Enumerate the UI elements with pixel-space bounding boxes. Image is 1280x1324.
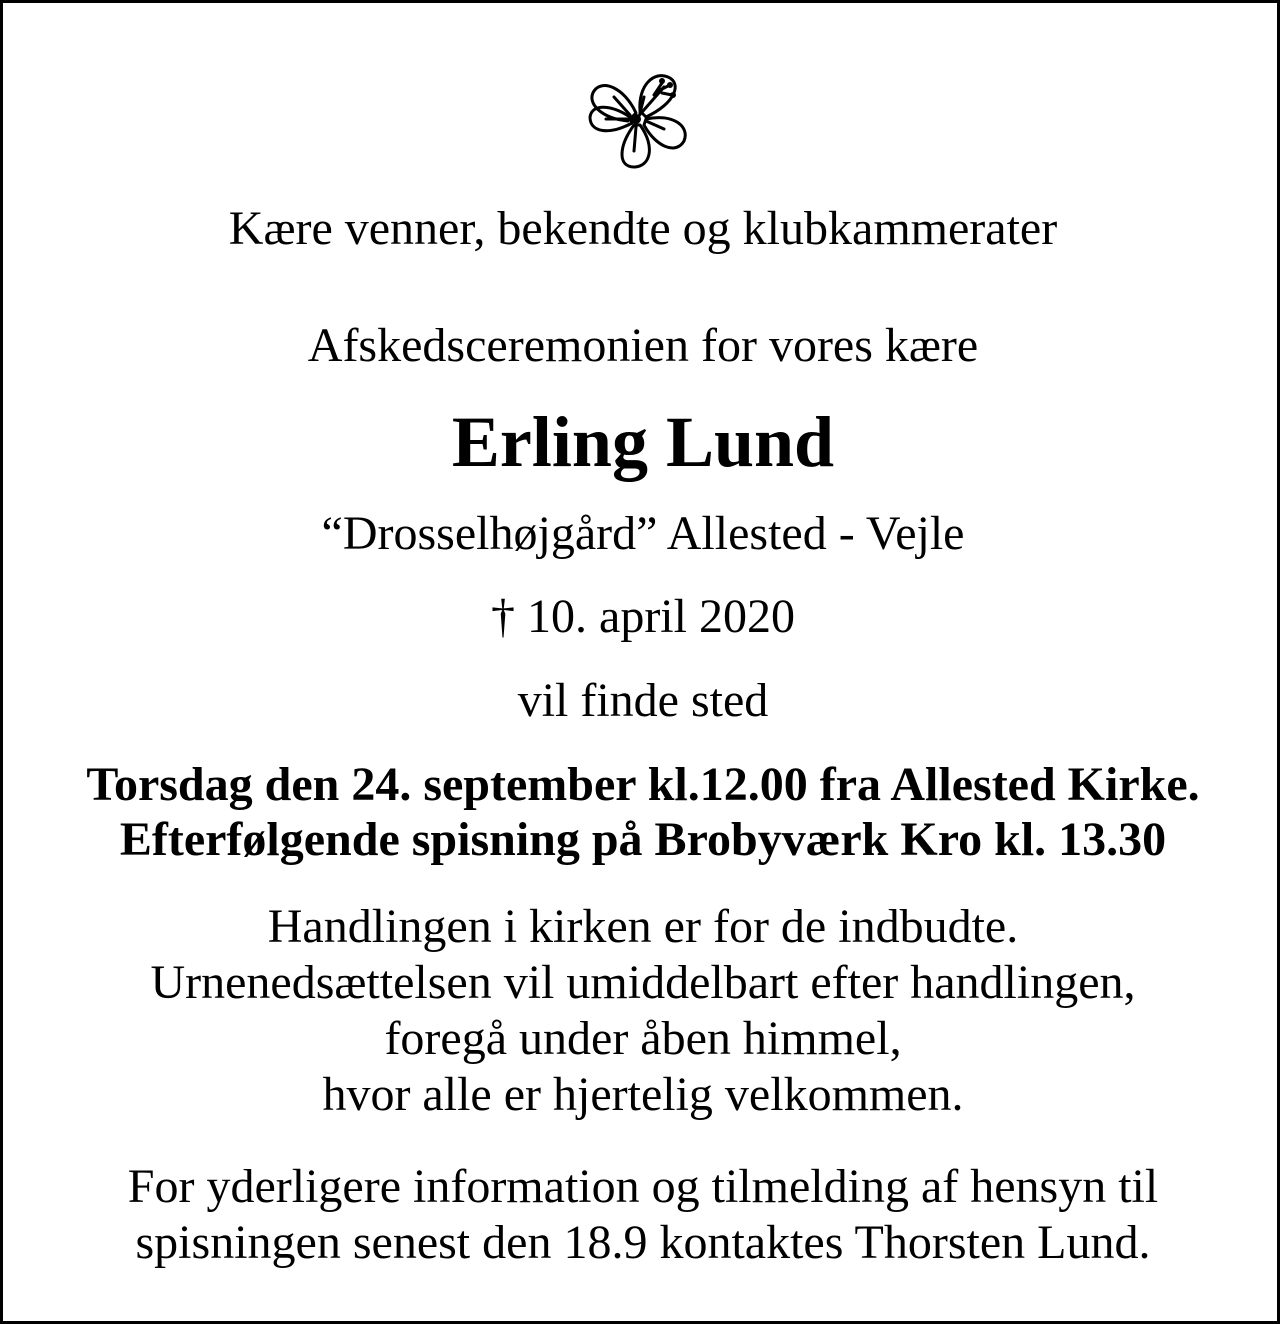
details-line: Urnenedsættelsen vil umiddelbart efter handlingen, [150,956,1136,1009]
contact-line: For yderligere information og tilmelding af hensyn til [127,1160,1159,1213]
deceased-name: Erling Lund [451,402,835,482]
details-line: Handlingen i kirken er for de indbudte. [267,900,1019,953]
dinner-time: Efterfølgende spisning på Brobyværk Kro kl. 13.30 [119,813,1167,866]
contact-line: spisningen senest den 18.9 kontaktes Thorsten Lund. [135,1216,1151,1269]
place-intro-text: vil finde sted [517,674,769,727]
ceremony-time: Torsdag den 24. september kl.12.00 fra Allested Kirke. [86,758,1200,811]
details-line: hvor alle er hjertelig velkommen. [322,1068,964,1121]
address-text: “Drosselhøjgård” Allested - Vejle [321,507,965,560]
death-date: † 10. april 2020 [491,590,795,643]
greeting-text: Kære venner, bekendte og klubkammerater [228,202,1058,255]
intro-text: Afskedsceremonien for vores kære [307,319,979,372]
details-line: foregå under åben himmel, [384,1012,902,1065]
hibiscus-flower-icon [584,67,696,171]
